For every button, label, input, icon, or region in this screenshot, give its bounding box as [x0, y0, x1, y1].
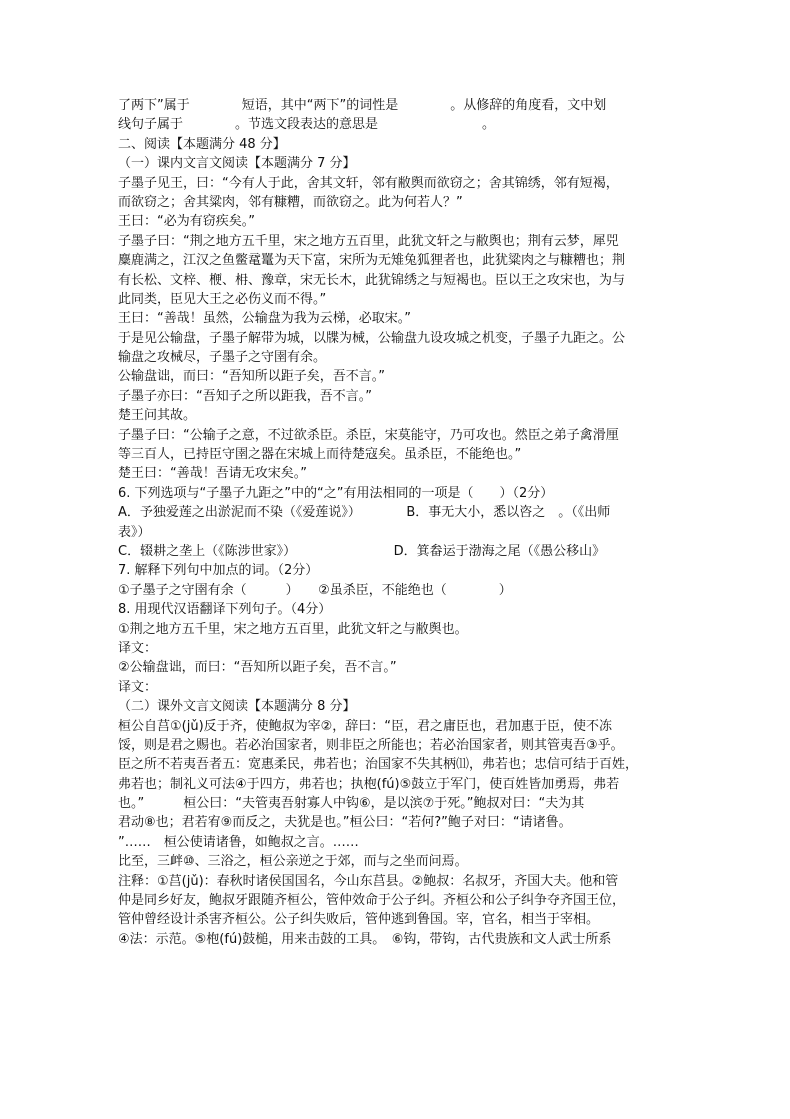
text-line: 8. 用现代汉语翻译下列句子。（4分） [118, 602, 332, 618]
text-line: 仲是同乡好友，鲍叔牙跟随齐桓公，管仲效命于公子纠。齐桓公和公子纠争夺齐国王位， [118, 893, 626, 909]
text-line: 注释：①莒(jǔ)：春秋时诸侯国国名，今山东莒县。②鲍叔：名叔牙，齐国大夫。他和管 [118, 873, 619, 889]
text-line: 译文： [118, 679, 158, 695]
text-line: ①子墨子之守圉有余（ ） ②虽杀臣，不能绝也（ ） [118, 582, 512, 598]
text-line: ④法：示范。⑤枹(fú)鼓槌，用来击鼓的工具。 ⑥钩，带钩，古代贵族和文人武士所系 [118, 931, 612, 947]
text-line: 桓公自莒①(jǔ)反于齐，使鲍叔为宰②，辞曰：“臣，君之庸臣也，君加惠于臣，使不冻 [118, 718, 613, 734]
text-line: ②公输盘诎，而曰：“吾知所以距子矣，吾不言。” [118, 660, 397, 676]
text-line: 线句子属于 。节选文段表达的意思是 。 [118, 117, 496, 133]
text-line: 有长松、文梓、楩、枏、豫章，宋无长木，此犹锦绣之与短褐也。臣以王之攻宋也，为与 [118, 272, 626, 288]
text-line: 楚王曰：“善哉！吾请无攻宋矣。” [118, 466, 307, 482]
text-line: 弗若也；制礼义可法④于四方，弗若也；执枹(fú)⑤鼓立于军门，使百姓皆加勇焉，弗若 [118, 776, 620, 792]
text-line: 比至，三衅⑩、三浴之，桓公亲逆之于郊，而与之坐而问焉。 [118, 854, 468, 870]
text-line: ①荆之地方五千里，宋之地方五百里，此犹文轩之与敝舆也。 [118, 621, 468, 637]
text-line: 臣之所不若夷吾者五：宽惠柔民，弗若也；治国家不失其柄⑾，弗若也；忠信可结于百姓， [118, 757, 639, 773]
text-line: 楚王问其故。 [118, 408, 197, 424]
text-line: 6. 下列选项与“子墨子九距之”中的“之”有用法相同的一项是（ ）（2分） [118, 485, 554, 501]
text-line: 译文： [118, 640, 158, 656]
text-line: 而欲窃之；舍其粱肉，邻有糠糟，而欲窃之。此为何若人？” [118, 194, 463, 210]
text-line: 7. 解释下列句中加点的词。（2分） [118, 563, 319, 579]
text-line: 馁，则是君之赐也。若必治国家者，则非臣之所能也；若必治国家者，则其管夷吾③乎。 [118, 737, 624, 753]
text-line: 公输盘诎，而曰：“吾知所以距子矣，吾不言。” [118, 369, 385, 385]
text-line: C．辍耕之垄上（《陈涉世家》） D．箕畚运于渤海之尾（《愚公移山》 [118, 543, 606, 559]
text-line: 此同类，臣见大王之必伤义而不得。” [118, 291, 327, 307]
text-line: 输盘之攻械尽，子墨子之守圉有余。 [118, 350, 327, 366]
text-line: 等三百人，已持臣守圉之器在宋城上而待楚寇矣。虽杀臣，不能绝也。” [118, 447, 522, 463]
document-page [118, 96, 678, 949]
text-line: 王曰：“必为有窃疾矣。” [118, 214, 255, 230]
text-line: A．予独爱莲之出淤泥而不染（《爱莲说》） B．事无大小，悉以咨之 。（《出师 [118, 505, 611, 521]
text-line: 君动⑧也；君若宥⑨而反之，夫犹是也。”桓公曰：“若何?”鲍子对曰：“请诸鲁。 [118, 815, 572, 831]
text-line: ”…… 桓公使请诸鲁，如鲍叔之言。…… [118, 834, 359, 850]
text-line: 子墨子曰：“荆之地方五千里，宋之地方五百里，此犹文轩之与敝舆也；荆有云梦，犀兕 [118, 233, 619, 249]
text-line: 于是见公输盘，子墨子解带为城，以牒为械，公输盘九设攻城之机变，子墨子九距之。公 [118, 330, 626, 346]
text-line: 子墨子曰：“公输子之意，不过欲杀臣。杀臣，宋莫能守，乃可攻也。然臣之弟子禽滑厘 [118, 427, 619, 443]
text-line: 管仲曾经设计杀害齐桓公。公子纠失败后，管仲逃到鲁国。宰，官名，相当于宰相。 [118, 912, 600, 928]
text-line: 也。” 桓公曰：“夫管夷吾射寡人中钩⑥，是以滨⑦于死。”鲍叔对曰：“夫为其 [118, 796, 585, 812]
text-line: 二、阅读【本题满分 48 分】 [118, 136, 286, 152]
text-line: 王曰：“善哉！虽然，公输盘为我为云梯，必取宋。” [118, 311, 411, 327]
text-line: （二）课外文言文阅读【本题满分 8 分】 [118, 699, 356, 715]
text-line: 了两下”属于 短语，其中“两下”的词性是 。从修辞的角度看，文中划 [118, 98, 607, 113]
text-line: 麋鹿满之，江汉之鱼鳖鼋鼍为天下富，宋所为无雉兔狐狸者也，此犹粱肉之与糠糟也；荆 [118, 253, 626, 269]
text-line: 子墨子亦曰：“吾知子之所以距我，吾不言。” [118, 388, 372, 404]
text-line: 子墨子见王，曰：“今有人于此，舍其文轩，邻有敝舆而欲窃之；舍其锦绣，邻有短褐， [118, 175, 619, 191]
text-line: （一）课内文言文阅读【本题满分 7 分】 [118, 156, 356, 172]
text-line: 表》） [118, 524, 151, 540]
